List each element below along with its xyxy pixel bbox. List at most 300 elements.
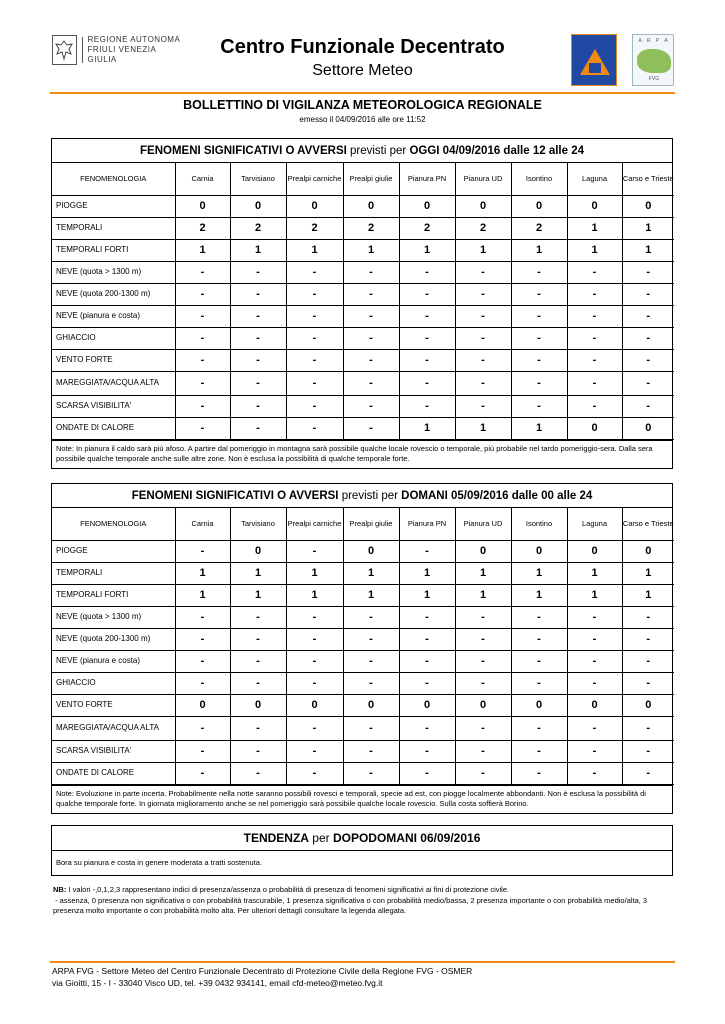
column-header: Prealpi giulie xyxy=(343,508,399,540)
column-header: Tarvisiano xyxy=(230,163,286,195)
index-value: - xyxy=(511,261,567,283)
region-map-icon xyxy=(637,49,671,73)
index-value: 0 xyxy=(286,694,343,716)
index-value: 0 xyxy=(622,694,674,716)
index-value: 0 xyxy=(399,195,455,217)
index-value: - xyxy=(399,740,455,762)
index-value: 1 xyxy=(399,584,455,606)
index-value: - xyxy=(343,740,399,762)
index-value: - xyxy=(622,628,674,650)
index-value: - xyxy=(455,606,511,628)
index-value: 1 xyxy=(230,584,286,606)
index-value: 1 xyxy=(455,239,511,261)
index-value: - xyxy=(622,606,674,628)
index-value: 0 xyxy=(455,540,511,562)
index-value: - xyxy=(511,606,567,628)
trend-title-mid: per xyxy=(308,831,333,845)
index-value: - xyxy=(175,305,230,327)
index-value: - xyxy=(286,672,343,694)
index-value: 1 xyxy=(567,562,622,584)
index-value: 0 xyxy=(175,195,230,217)
index-value: 0 xyxy=(622,417,674,439)
index-value: 1 xyxy=(230,239,286,261)
table-header-row xyxy=(52,163,674,195)
index-value: 1 xyxy=(399,417,455,439)
tomorrow-title-mid: previsti per xyxy=(338,489,402,502)
page-header xyxy=(50,26,675,96)
index-value: 2 xyxy=(455,217,511,239)
index-value: - xyxy=(175,327,230,349)
column-header: Carnia xyxy=(175,163,230,195)
index-value: 2 xyxy=(399,217,455,239)
column-header: FENOMENOLOGIA xyxy=(52,163,175,195)
index-value: - xyxy=(567,762,622,784)
index-value: 1 xyxy=(455,417,511,439)
index-value: - xyxy=(230,283,286,305)
index-value: 0 xyxy=(511,195,567,217)
phenomenon-label: SCARSA VISIBILITA' xyxy=(52,395,175,417)
index-value: - xyxy=(567,371,622,395)
index-value: - xyxy=(567,606,622,628)
index-value: - xyxy=(567,327,622,349)
index-value: - xyxy=(343,716,399,740)
column-header: Pianura PN xyxy=(399,163,455,195)
page-subtitle: Settore Meteo xyxy=(312,62,413,79)
phenomenon-label: NEVE (quota > 1300 m) xyxy=(52,606,175,628)
index-value: 1 xyxy=(230,562,286,584)
index-value: - xyxy=(511,395,567,417)
index-value: - xyxy=(399,650,455,672)
today-panel-title xyxy=(52,139,672,163)
index-value: - xyxy=(455,740,511,762)
index-value: 0 xyxy=(511,540,567,562)
index-value: - xyxy=(511,305,567,327)
index-value: - xyxy=(622,283,674,305)
index-value: - xyxy=(230,606,286,628)
column-header: Carnia xyxy=(175,508,230,540)
index-value: - xyxy=(343,606,399,628)
region-logo-line2: FRIULI VENEZIA GIULIA xyxy=(87,45,156,64)
index-value: 0 xyxy=(286,195,343,217)
index-value: - xyxy=(455,305,511,327)
index-value: 2 xyxy=(343,217,399,239)
table-row xyxy=(52,694,674,716)
index-value: - xyxy=(455,349,511,371)
phenomenon-label: MAREGGIATA/ACQUA ALTA xyxy=(52,716,175,740)
index-value: - xyxy=(230,650,286,672)
index-value: - xyxy=(230,305,286,327)
column-header: Laguna xyxy=(567,508,622,540)
table-row xyxy=(52,628,674,650)
index-value: 1 xyxy=(622,217,674,239)
index-value: 1 xyxy=(622,584,674,606)
table-row xyxy=(52,349,674,371)
today-title-part1: FENOMENI SIGNIFICATIVI O AVVERSI xyxy=(140,144,347,157)
index-value: 1 xyxy=(343,562,399,584)
index-value: - xyxy=(343,327,399,349)
index-value: - xyxy=(511,283,567,305)
index-value: 1 xyxy=(622,239,674,261)
phenomenon-label: TEMPORALI xyxy=(52,562,175,584)
phenomenon-label: NEVE (pianura e costa) xyxy=(52,650,175,672)
index-value: - xyxy=(175,395,230,417)
arpa-logo-sub: FVG xyxy=(648,76,660,82)
today-table xyxy=(52,163,674,440)
index-value: - xyxy=(399,672,455,694)
trend-text: Bora su pianura e costa in genere moderata a tratti sostenuta. xyxy=(56,857,262,867)
index-value: - xyxy=(567,283,622,305)
index-value: - xyxy=(399,716,455,740)
phenomenon-label: GHIACCIO xyxy=(52,327,175,349)
index-value: 0 xyxy=(622,540,674,562)
index-value: 2 xyxy=(175,217,230,239)
index-value: - xyxy=(511,762,567,784)
index-value: 1 xyxy=(286,562,343,584)
index-value: - xyxy=(175,349,230,371)
index-value: - xyxy=(455,395,511,417)
index-value: 0 xyxy=(567,417,622,439)
legend-note xyxy=(53,885,673,917)
index-value: - xyxy=(230,327,286,349)
trend-title-part2: DOPODOMANI 06/09/2016 xyxy=(332,831,481,845)
index-value: - xyxy=(511,672,567,694)
index-value: - xyxy=(175,650,230,672)
phenomenon-label: TEMPORALI xyxy=(52,217,175,239)
trend-panel xyxy=(51,825,673,876)
index-value: - xyxy=(567,650,622,672)
index-value: - xyxy=(286,628,343,650)
index-value: - xyxy=(286,540,343,562)
index-value: - xyxy=(399,395,455,417)
column-header: Prealpi carniche xyxy=(286,508,343,540)
arpa-logo xyxy=(632,34,674,86)
column-header: Prealpi carniche xyxy=(286,163,343,195)
index-value: 1 xyxy=(511,239,567,261)
index-value: - xyxy=(286,305,343,327)
phenomenon-label: NEVE (quota > 1300 m) xyxy=(52,261,175,283)
table-row xyxy=(52,305,674,327)
index-value: - xyxy=(399,540,455,562)
index-value: - xyxy=(399,349,455,371)
index-value: - xyxy=(230,628,286,650)
index-value: - xyxy=(230,762,286,784)
index-value: - xyxy=(343,305,399,327)
column-header: Carso e Trieste xyxy=(622,508,674,540)
index-value: - xyxy=(286,327,343,349)
index-value: - xyxy=(511,740,567,762)
column-header: Pianura PN xyxy=(399,508,455,540)
column-header: Laguna xyxy=(567,163,622,195)
index-value: - xyxy=(455,628,511,650)
index-value: - xyxy=(622,650,674,672)
header-rule xyxy=(50,92,675,94)
index-value: 1 xyxy=(511,584,567,606)
table-row xyxy=(52,239,674,261)
index-value: - xyxy=(567,395,622,417)
index-value: 0 xyxy=(455,195,511,217)
index-value: - xyxy=(455,261,511,283)
index-value: 1 xyxy=(455,584,511,606)
table-row xyxy=(52,562,674,584)
phenomenon-label: NEVE (quota 200-1300 m) xyxy=(52,628,175,650)
index-value: - xyxy=(399,327,455,349)
index-value: - xyxy=(567,672,622,694)
column-header: Carso e Trieste xyxy=(622,163,674,195)
index-value: - xyxy=(399,371,455,395)
index-value: 0 xyxy=(567,195,622,217)
index-value: - xyxy=(286,716,343,740)
table-row xyxy=(52,371,674,395)
table-row xyxy=(52,584,674,606)
table-row xyxy=(52,762,674,784)
trend-title-part1: TENDENZA xyxy=(243,831,309,845)
index-value: 1 xyxy=(511,417,567,439)
index-value: 1 xyxy=(343,584,399,606)
index-value: - xyxy=(343,762,399,784)
index-value: 2 xyxy=(286,217,343,239)
index-value: 1 xyxy=(567,584,622,606)
table-row xyxy=(52,217,674,239)
table-row xyxy=(52,672,674,694)
index-value: - xyxy=(175,740,230,762)
index-value: - xyxy=(286,417,343,439)
phenomenon-label: SCARSA VISIBILITA' xyxy=(52,740,175,762)
index-value: - xyxy=(622,672,674,694)
index-value: - xyxy=(622,395,674,417)
index-value: - xyxy=(175,371,230,395)
index-value: - xyxy=(622,762,674,784)
index-value: 2 xyxy=(230,217,286,239)
phenomenon-label: ONDATE DI CALORE xyxy=(52,417,175,439)
table-row xyxy=(52,283,674,305)
column-header: Isontino xyxy=(511,508,567,540)
index-value: - xyxy=(455,716,511,740)
index-value: 1 xyxy=(343,239,399,261)
index-value: - xyxy=(230,371,286,395)
phenomenon-label: PIOGGE xyxy=(52,195,175,217)
table-row xyxy=(52,417,674,439)
index-value: - xyxy=(622,305,674,327)
index-value: 1 xyxy=(286,239,343,261)
table-row xyxy=(52,740,674,762)
index-value: 0 xyxy=(343,195,399,217)
bulletin-title: BOLLETTINO DI VIGILANZA METEOROLOGICA REGIONALE xyxy=(183,98,542,112)
index-value: 0 xyxy=(175,694,230,716)
index-value: 1 xyxy=(567,239,622,261)
index-value: - xyxy=(175,672,230,694)
tomorrow-panel xyxy=(51,483,673,814)
index-value: - xyxy=(567,740,622,762)
index-value: 1 xyxy=(567,217,622,239)
index-value: - xyxy=(399,305,455,327)
phenomenon-label: NEVE (quota 200-1300 m) xyxy=(52,283,175,305)
index-value: 0 xyxy=(567,694,622,716)
phenomenon-label: TEMPORALI FORTI xyxy=(52,239,175,261)
index-value: - xyxy=(455,371,511,395)
index-value: - xyxy=(175,606,230,628)
index-value: 2 xyxy=(511,217,567,239)
table-row xyxy=(52,650,674,672)
index-value: 1 xyxy=(286,584,343,606)
phenomenon-label: MAREGGIATA/ACQUA ALTA xyxy=(52,371,175,395)
index-value: 1 xyxy=(399,562,455,584)
footer-rule xyxy=(50,961,675,963)
phenomenon-label: GHIACCIO xyxy=(52,672,175,694)
index-value: - xyxy=(230,261,286,283)
index-value: - xyxy=(286,762,343,784)
index-value: - xyxy=(343,395,399,417)
index-value: - xyxy=(343,371,399,395)
table-row xyxy=(52,261,674,283)
index-value: - xyxy=(286,606,343,628)
column-header: Isontino xyxy=(511,163,567,195)
today-note: Note: In pianura il caldo sarà più afoso. A partire dal pomeriggio in montagna sarà possibile qualche locale rovescio o temporale, più probabile nel tardo pomeriggio-sera. Dalla sera possibile qualche temporale anche sulle altre zone. Non è esclusa la possibilità di qualche temporale forte. xyxy=(52,440,672,468)
index-value: - xyxy=(622,261,674,283)
phenomenon-label: TEMPORALI FORTI xyxy=(52,584,175,606)
index-value: - xyxy=(567,261,622,283)
index-value: 0 xyxy=(343,540,399,562)
index-value: - xyxy=(230,349,286,371)
trend-panel-title xyxy=(52,826,672,851)
index-value: - xyxy=(455,762,511,784)
footer-line1: ARPA FVG - Settore Meteo del Centro Funzionale Decentrato di Protezione Civile della Regione FVG - OSMER xyxy=(52,966,473,976)
index-value: - xyxy=(175,283,230,305)
column-header: Prealpi giulie xyxy=(343,163,399,195)
index-value: - xyxy=(343,628,399,650)
index-value: - xyxy=(511,349,567,371)
arpa-logo-text: A R P A xyxy=(638,38,670,44)
table-header-row xyxy=(52,508,674,540)
tomorrow-title-part2: DOMANI 05/09/2016 dalle 00 alle 24 xyxy=(401,489,593,502)
index-value: - xyxy=(511,371,567,395)
tomorrow-note: Note: Evoluzione in parte incerta. Probabilmente nella notte saranno possibili rovesci e temporali, specie ad est, con piogge localmente abbondanti. Non è esclusa la possibilità di qualche temporale forte. In giornata miglioramento anche se nel pomeriggio sarà possibile qualche locale rovescio. Sulla costa soffierà Borino. xyxy=(52,785,672,813)
index-value: - xyxy=(511,716,567,740)
index-value: 0 xyxy=(343,694,399,716)
index-value: - xyxy=(175,628,230,650)
legend-note-label: NB: xyxy=(53,885,67,894)
index-value: - xyxy=(399,606,455,628)
index-value: - xyxy=(343,261,399,283)
table-row xyxy=(52,716,674,740)
phenomenon-label: VENTO FORTE xyxy=(52,694,175,716)
index-value: 0 xyxy=(230,195,286,217)
tomorrow-title-part1: FENOMENI SIGNIFICATIVI O AVVERSI xyxy=(131,489,339,502)
page-footer xyxy=(52,966,677,989)
column-header: Tarvisiano xyxy=(230,508,286,540)
index-value: - xyxy=(286,349,343,371)
index-value: - xyxy=(567,349,622,371)
index-value: 1 xyxy=(399,239,455,261)
column-header: FENOMENOLOGIA xyxy=(52,508,175,540)
index-value: - xyxy=(230,395,286,417)
index-value: - xyxy=(511,650,567,672)
page-title: Centro Funzionale Decentrato xyxy=(220,36,505,58)
index-value: 0 xyxy=(567,540,622,562)
table-row xyxy=(52,606,674,628)
index-value: - xyxy=(343,283,399,305)
today-title-part2: OGGI 04/09/2016 dalle 12 alle 24 xyxy=(409,144,584,157)
index-value: - xyxy=(175,417,230,439)
index-value: - xyxy=(622,327,674,349)
index-value: - xyxy=(343,672,399,694)
column-header: Pianura UD xyxy=(455,508,511,540)
index-value: 1 xyxy=(175,239,230,261)
table-row xyxy=(52,195,674,217)
index-value: - xyxy=(175,762,230,784)
index-value: 1 xyxy=(175,584,230,606)
today-title-mid: previsti per xyxy=(346,144,410,157)
index-value: - xyxy=(230,417,286,439)
index-value: - xyxy=(399,762,455,784)
index-value: - xyxy=(286,740,343,762)
index-value: - xyxy=(230,716,286,740)
civil-protection-logo xyxy=(571,34,617,86)
index-value: 1 xyxy=(511,562,567,584)
index-value: - xyxy=(455,327,511,349)
index-value: 1 xyxy=(622,562,674,584)
square-icon xyxy=(589,63,601,73)
index-value: - xyxy=(455,650,511,672)
phenomenon-label: ONDATE DI CALORE xyxy=(52,762,175,784)
index-value: - xyxy=(567,628,622,650)
table-row xyxy=(52,395,674,417)
index-value: 0 xyxy=(622,195,674,217)
index-value: - xyxy=(286,261,343,283)
index-value: - xyxy=(622,371,674,395)
index-value: - xyxy=(286,283,343,305)
phenomenon-label: NEVE (pianura e costa) xyxy=(52,305,175,327)
legend-note-line1: I valori -,0,1,2,3 rappresentano indici di presenza/assenza o probabilità di presenza di fenomeni significativi ai fini di protezione civile. xyxy=(66,885,510,894)
index-value: - xyxy=(455,672,511,694)
phenomenon-label: PIOGGE xyxy=(52,540,175,562)
index-value: - xyxy=(175,261,230,283)
index-value: 0 xyxy=(230,540,286,562)
index-value: - xyxy=(286,650,343,672)
index-value: 1 xyxy=(455,562,511,584)
index-value: - xyxy=(622,716,674,740)
bulletin-issued: emesso il 04/09/2016 alle ore 11:52 xyxy=(299,115,426,124)
index-value: - xyxy=(455,283,511,305)
index-value: - xyxy=(567,305,622,327)
index-value: - xyxy=(175,540,230,562)
footer-line2: via Gioitti, 15 - I - 33040 Visco UD, tel. +39 0432 934141, email cfd-meteo@meteo.fvg.it xyxy=(52,977,383,988)
index-value: - xyxy=(230,672,286,694)
index-value: 0 xyxy=(230,694,286,716)
index-value: - xyxy=(511,327,567,349)
index-value: - xyxy=(230,740,286,762)
index-value: 1 xyxy=(175,562,230,584)
legend-note-line2: - assenza, 0 presenza non significativa o con probabilità trascurabile, 1 presenza significativa o con probabilità medio/bassa, 2 presenza importante o con probabilità medio/alta, 3 presenza molto importante o con probabilità molto alta. Per ulteriori dettagli consultare la legenda allegata. xyxy=(53,895,650,915)
index-value: - xyxy=(343,349,399,371)
index-value: - xyxy=(622,740,674,762)
index-value: - xyxy=(399,283,455,305)
index-value: - xyxy=(343,417,399,439)
table-row xyxy=(52,540,674,562)
index-value: - xyxy=(175,716,230,740)
index-value: 0 xyxy=(455,694,511,716)
tomorrow-table xyxy=(52,508,674,785)
index-value: - xyxy=(622,349,674,371)
index-value: - xyxy=(567,716,622,740)
column-header: Pianura UD xyxy=(455,163,511,195)
index-value: - xyxy=(399,261,455,283)
phenomenon-label: VENTO FORTE xyxy=(52,349,175,371)
index-value: 0 xyxy=(399,694,455,716)
index-value: - xyxy=(343,650,399,672)
table-row xyxy=(52,327,674,349)
today-panel xyxy=(51,138,673,469)
index-value: - xyxy=(286,395,343,417)
